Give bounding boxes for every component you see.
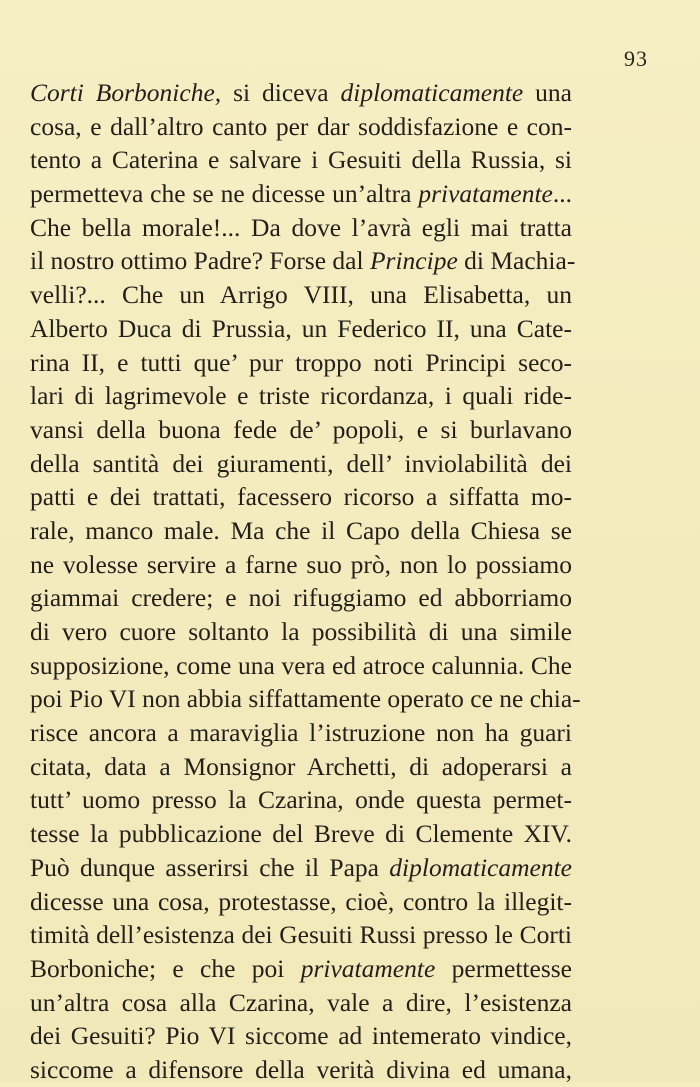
text-line <box>30 581 572 615</box>
text-line <box>30 986 572 1020</box>
text-line <box>30 615 572 649</box>
text-line <box>30 312 572 346</box>
text-line <box>30 278 572 312</box>
text-line <box>30 952 572 986</box>
text-segment: rina II, e tutti que’ pur troppo noti Principi seco- <box>30 347 572 377</box>
text-segment: della santità dei giuramenti, dell’ inviolabilità dei <box>30 448 572 478</box>
text-line <box>30 346 572 380</box>
text-segment: tesse la pubblicazione del Breve di Clemente XIV. <box>30 819 572 849</box>
text-segment: ... <box>552 179 572 209</box>
text-segment: patti e dei trattati, facessero ricorso a siffatta mo- <box>30 482 572 512</box>
text-segment: Che bella morale!... Da dove l’avrà egli mai tratta <box>30 212 572 242</box>
text-line <box>30 750 572 784</box>
italic-text: Corti Borboniche, <box>30 78 222 107</box>
text-segment: dicesse una cosa, protestasse, cioè, contro la illegit- <box>30 886 572 916</box>
text-line <box>30 244 576 278</box>
text-line <box>30 211 572 245</box>
italic-text: Principe <box>369 246 458 276</box>
page-number: 93 <box>624 46 648 71</box>
text-line <box>30 447 572 481</box>
italic-text: privatamente <box>300 953 436 983</box>
text-segment: supposizione, come una vera ed atroce calunnia. Che <box>30 650 572 680</box>
text-segment: Alberto Duca di Prussia, un Federico II, una Cate- <box>30 313 572 343</box>
text-segment: di Machia- <box>457 246 576 276</box>
text-segment: siccome a difensore della verità divina ed umana, <box>30 1054 572 1084</box>
text-segment: il nostro ottimo Padre? Forse dal <box>30 246 370 276</box>
text-segment: si diceva <box>221 78 341 107</box>
text-segment: dei Gesuiti? Pio VI siccome ad intemerato vindice, <box>30 1021 572 1051</box>
text-line <box>30 918 572 952</box>
text-line <box>30 480 572 514</box>
text-line <box>30 1019 572 1053</box>
text-segment: citata, data a Monsignor Archetti, di adoperarsi a <box>30 751 572 781</box>
text-line <box>30 851 572 885</box>
text-segment: tutt’ uomo presso la Czarina, onde questa permet- <box>30 785 572 815</box>
text-segment: permetteva che se ne dicesse un’altra <box>30 179 419 209</box>
text-segment: ne volesse servire a farne suo prò, non lo possiamo <box>30 549 572 579</box>
italic-text: diplomaticamente <box>340 78 524 107</box>
text-segment: timità dell’esistenza dei Gesuiti Russi presso le Corti <box>30 920 572 950</box>
text-segment: risce ancora a maraviglia l’istruzione non ha guari <box>30 718 572 748</box>
text-segment: giammai credere; e noi rifuggiamo ed abborriamo <box>30 583 572 613</box>
text-line <box>30 514 572 548</box>
text-segment: di vero cuore soltanto la possibilità di una simile <box>30 617 572 646</box>
text-segment: Borboniche; e che poi <box>30 953 301 983</box>
text-line <box>30 649 572 683</box>
text-segment: cosa, e dall’altro canto per dar soddisfazione e con- <box>30 111 572 141</box>
text-line <box>30 413 572 447</box>
text-line <box>30 783 572 817</box>
text-segment: Può dunque asserirsi che il Papa <box>30 852 390 882</box>
text-segment: velli?... Che un Arrigo VIII, una Elisabetta, un <box>30 280 572 310</box>
text-segment: lari di lagrimevole e triste ricordanza, i quali ride- <box>30 381 572 411</box>
italic-text: diplomaticamente <box>389 852 572 882</box>
text-line <box>30 110 572 144</box>
text-segment: rale, manco male. Ma che il Capo della Chiesa se <box>30 515 572 545</box>
body-text <box>30 76 581 1087</box>
text-line <box>30 177 572 211</box>
text-line <box>30 885 572 919</box>
text-line <box>30 143 572 177</box>
text-segment: tento a Caterina e salvare i Gesuiti della Russia, si <box>30 145 572 175</box>
text-segment: vansi della buona fede de’ popoli, e si burlavano <box>30 414 572 444</box>
text-line <box>30 379 572 413</box>
text-segment: una <box>523 78 572 107</box>
italic-text: privatamente <box>418 179 553 209</box>
text-line <box>30 76 572 110</box>
text-line <box>30 716 572 750</box>
text-segment: poi Pio VI non abbia siffattamente operato ce ne chia- <box>30 684 581 714</box>
text-segment: un’altra cosa alla Czarina, vale a dire, l’esistenza <box>30 987 572 1017</box>
text-line <box>30 682 581 716</box>
text-line <box>30 548 572 582</box>
text-line <box>30 817 572 851</box>
text-segment: permettesse <box>435 953 572 983</box>
